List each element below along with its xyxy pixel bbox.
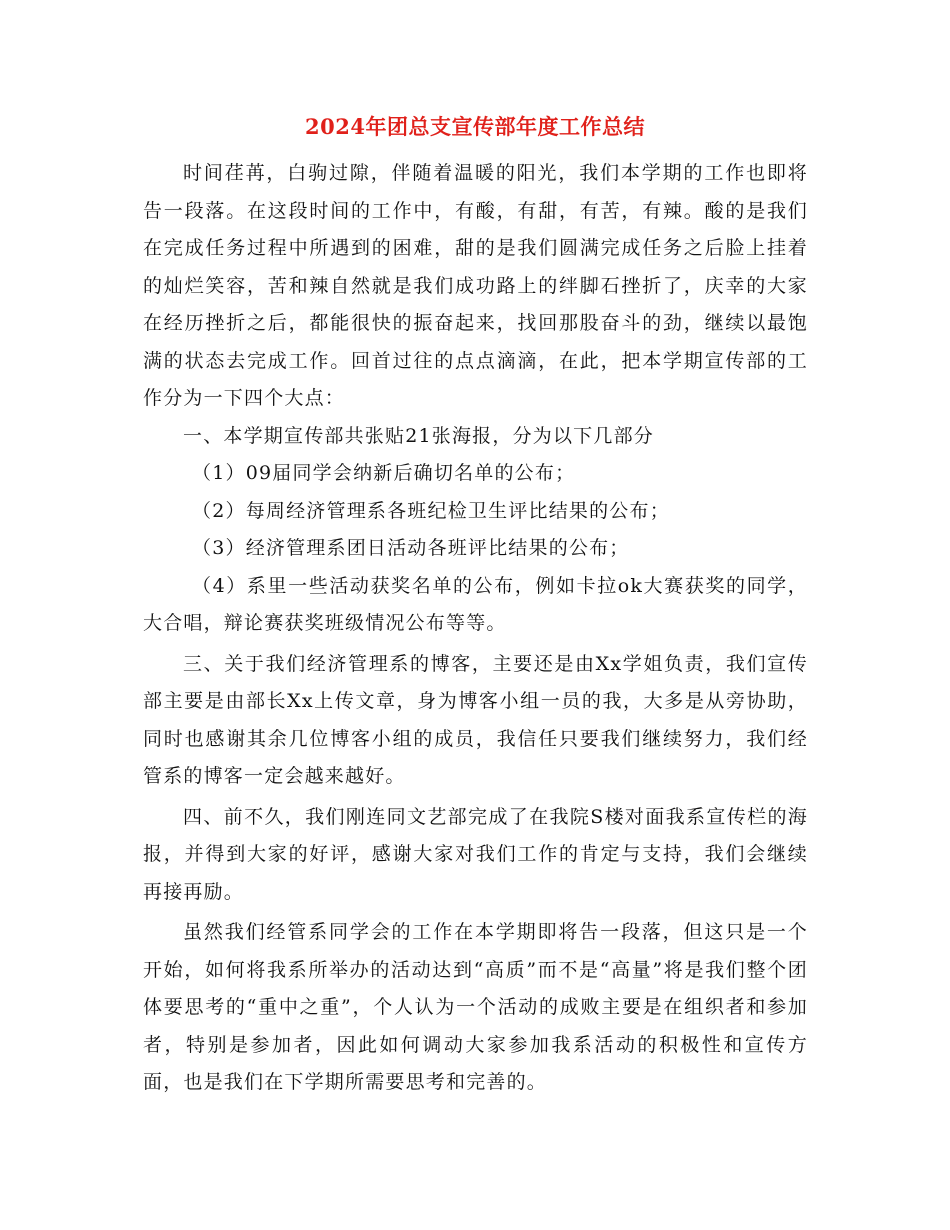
list-item: （1）09届同学会纳新后确切名单的公布；: [192, 462, 576, 484]
closing-paragraph: 虽然我们经管系同学会的工作在本学期即将告一段落，但这只是一个开始，如何将我系所举办的活动达到“高质”而不是“高量”将是我们整个团体要思考的“重中之重”，个人认为一个活动的成败主要是在组织者和参加者，特别是参加者，因此如何调动大家参加我系活动的积极性和宣传方面，也是我们在下学期所需要思考和完善的。: [143, 921, 808, 1093]
list-item: （3）经济管理系团日活动各班评比结果的公布；: [192, 537, 630, 559]
document-body: [143, 155, 808, 1102]
list-item: （2）每周经济管理系各班纪检卫生评比结果的公布；: [192, 499, 670, 522]
intro-paragraph: 时间荏苒，白驹过隙，伴随着温暖的阳光，我们本学期的工作也即将告一段落。在这段时间的工作中，有酸，有甜，有苦，有辣。酸的是我们在完成任务过程中所遇到的困难，甜的是我们圆满完成任务之后脸上挂着的灿烂笑容，苦和辣自然就是我们成功路上的绊脚石挫折了，庆幸的大家在经历挫折之后，都能很快的振奋起来，找回那股奋斗的劲，继续以最饱满的状态去完成工作。回首过往的点点滴滴，在此，把本学期宣传部的工作分为一下四个大点：: [143, 162, 808, 409]
section-four-paragraph: 四、前不久，我们刚连同文艺部完成了在我院S楼对面我系宣传栏的海报，并得到大家的好评，感谢大家对我们工作的肯定与支持，我们会继续再接再励。: [143, 805, 808, 903]
section-one-heading: 一、本学期宣传部共张贴21张海报，分为以下几部分: [183, 424, 654, 447]
section-three-paragraph: 三、关于我们经济管理系的博客，主要还是由Xx学姐负责，我们宣传部主要是由部长Xx上传文章，身为博客小组一员的我，大多是从旁协助，同时也感谢其余几位博客小组的成员，我信任只要我们继续努力，我们经管系的博客一定会越来越好。: [143, 652, 808, 787]
document-title: 2024年团总支宣传部年度工作总结: [305, 114, 645, 139]
list-item: （4）系里一些活动获奖名单的公布，例如卡拉ok大赛获奖的同学，大合唱，辩论赛获奖班级情况公布等等。: [143, 574, 808, 634]
